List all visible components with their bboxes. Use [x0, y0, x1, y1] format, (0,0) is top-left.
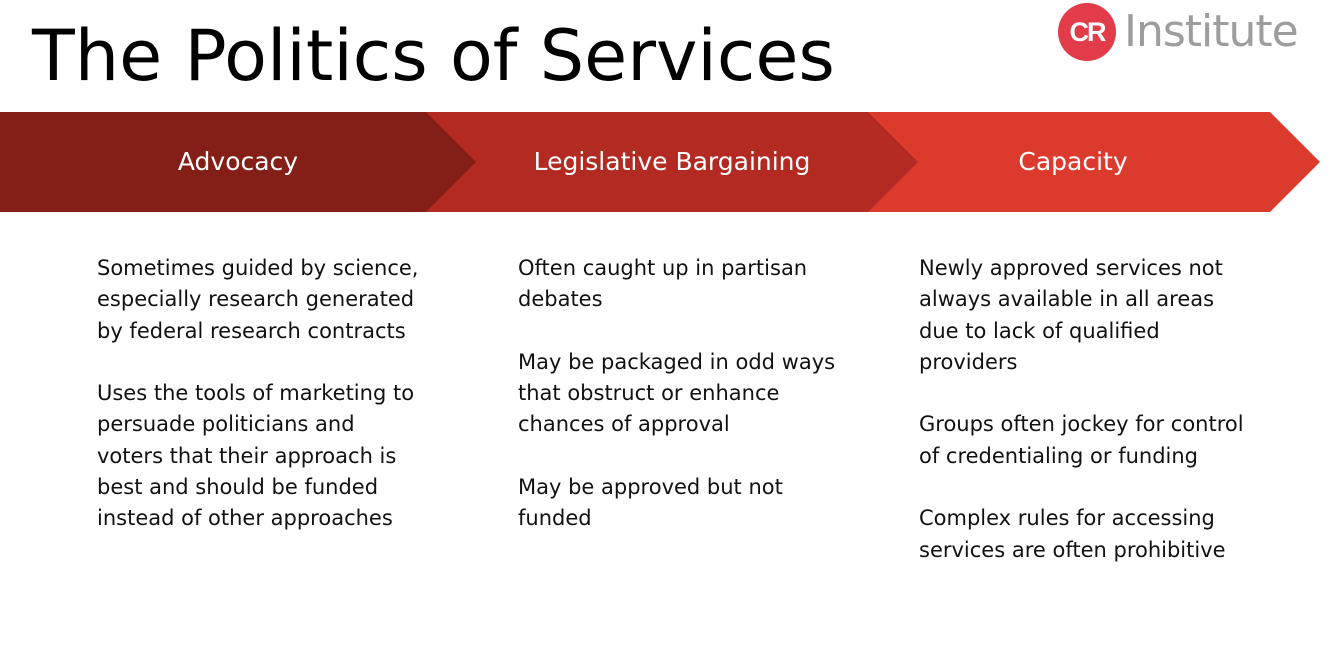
capacity-point: Complex rules for accessing services are often prohibitive [919, 506, 1226, 562]
advocacy-point: Sometimes guided by science, especially research generated by federal research contracts [97, 256, 419, 343]
logo-text: Institute [1124, 6, 1298, 57]
capacity-point: Newly approved services not always available in all areas due to lack of qualified providers [919, 256, 1223, 374]
slide-title: The Politics of Services [32, 15, 835, 97]
stage-label-capacity: Capacity [1018, 147, 1128, 176]
stage-advocacy-chevron [0, 112, 476, 212]
legislative-bargaining-point: May be approved but not funded [518, 475, 783, 531]
capacity-point: Groups often jockey for control of credentialing or funding [919, 412, 1244, 468]
stage-legislative-bargaining-chevron [426, 112, 918, 212]
cr-institute-logo [1058, 2, 1298, 62]
advocacy-point: Uses the tools of marketing to persuade politicians and voters that their approach is best and should be funded instead of other approaches [97, 381, 415, 531]
legislative-bargaining-point: May be packaged in odd ways that obstruct or enhance chances of approval [518, 349, 836, 437]
stage-label-legislative-bargaining: Legislative Bargaining [533, 147, 811, 176]
capacity-description [919, 253, 1249, 597]
stage-capacity-chevron [868, 112, 1320, 212]
legislative-bargaining-description [518, 253, 848, 566]
legislative-bargaining-point: Often caught up in partisan debates [518, 256, 808, 312]
logo-badge: CR [1058, 3, 1116, 61]
stage-label-advocacy: Advocacy [177, 147, 299, 176]
advocacy-description [97, 253, 427, 566]
